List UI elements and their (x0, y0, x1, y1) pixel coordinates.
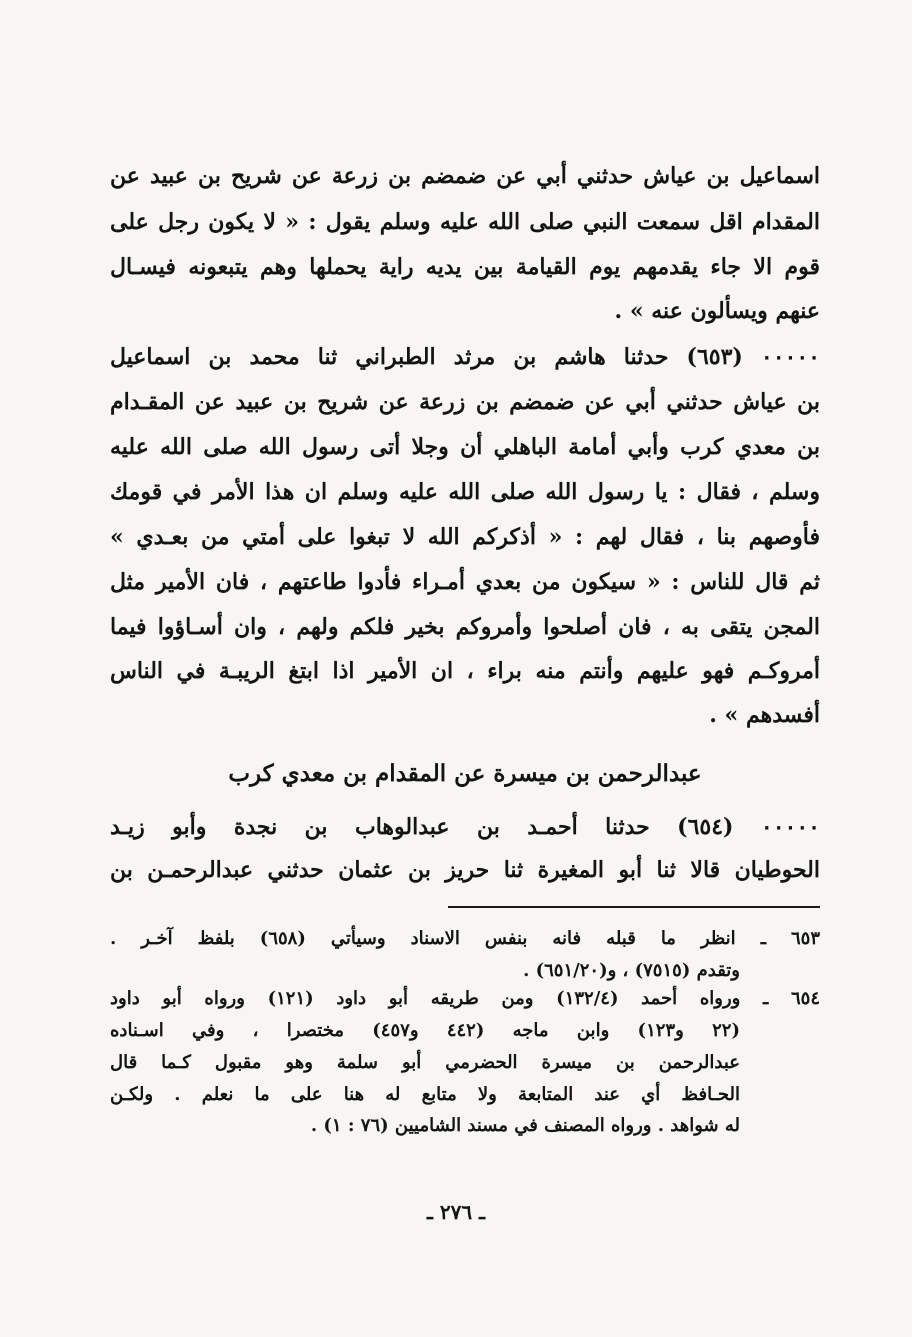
paragraph-2-line: بن عياش حدثني أبي عن ضمضم بن زرعة عن شريح بن عبيد عن المقـدام (110, 389, 820, 415)
footnote-line: عبدالرحمن بن ميسرة الحضرمي أبو سلمة وهو مقبول كـما قال (110, 1052, 740, 1073)
paragraph-1-line: اسماعيل بن عياش حدثني أبي عن ضمضم بن زرعة عن شريح بن عبيد عن (110, 163, 820, 189)
section-heading: عبدالرحمن بن ميسرة عن المقدام بن معدي كرب (228, 760, 702, 787)
footnote-line: ٦٥٣ ـ انظر ما قبله فانه بنفس الاسناد وسيأتي (٦٥٨) بلفظ آخـر . (110, 928, 820, 949)
paragraph-2-line: أفسدهم » . (709, 702, 820, 728)
paragraph-3-line: الحوطيان قالا ثنا أبو المغيرة ثنا حريز بن عثمان حدثني عبدالرحمـن بن (110, 857, 820, 883)
page-number: ـ ٢٧٦ ـ (427, 1200, 485, 1224)
footnote-line: (٢٢ و١٢٣) وابن ماجه (٤٤٢ و٤٥٧) مختصرا ، وفي اسـناده (110, 1020, 740, 1041)
footnote-line: ٦٥٤ ـ ورواه أحمد (١٣٢/٤) ومن طريقه أبو داود (١٢١) ورواه أبو داود (110, 988, 820, 1009)
footnote-line: الحـافظ أي عند المتابعة ولا متابع له هنا على ما نعلم . ولكـن (110, 1084, 740, 1105)
footnote-line: له شواهد . ورواه المصنف في مسند الشاميين (٧٦ : ١) . (310, 1115, 740, 1136)
paragraph-2-line: ٠٠٠٠٠ (٦٥٣) حدثنا هاشم بن مرثد الطبراني ثنا محمد بن اسماعيل (110, 344, 820, 370)
footnote-divider (448, 906, 820, 908)
paragraph-2-line: فأوصهم بنا ، فقال لهم : « أذكركم الله لا تبغوا على أمتي من بعـدي » (110, 524, 820, 550)
paragraph-2-line: أمروكـم فهو عليهم وأنتم منه براء ، ان الأمير اذا ابتغ الريبـة في الناس (110, 658, 820, 684)
paragraph-1-line: المقدام اقل سمعت النبي صلى الله عليه وسلم يقول : « لا يكون رجل على (110, 209, 820, 235)
paragraph-3-line: ٠٠٠٠٠ (٦٥٤) حدثنا أحمـد بن عبدالوهاب بن نجدة وأبو زيـد (110, 814, 820, 840)
paragraph-2-line: ثم قال للناس : « سيكون من بعدي أمـراء فأدوا طاعتهم ، فان الأمير مثل (110, 569, 820, 595)
paragraph-2-line: وسلم ، فقال : يا رسول الله صلى الله عليه وسلم ان هذا الأمر في قومك (110, 479, 820, 505)
paragraph-1-line: عنهم ويسألون عنه » . (614, 298, 820, 324)
paragraph-2-line: بن معدي كرب وأبي أمامة الباهلي أن وجلا أتى رسول الله صلى الله عليه (110, 434, 820, 460)
footnote-line: وتقدم (٧٥١٥) ، و(٦٥١/٢٠) . (523, 960, 740, 981)
paragraph-2-line: المجن يتقى به ، فان أصلحوا وأمروكم بخير فلكم ولهم ، وان أسـاؤوا فيما (110, 614, 820, 640)
paragraph-1-line: قوم الا جاء يقدمهم يوم القيامة بين يديه راية يحملها وهم يتبعونه فيسـال (110, 254, 820, 280)
